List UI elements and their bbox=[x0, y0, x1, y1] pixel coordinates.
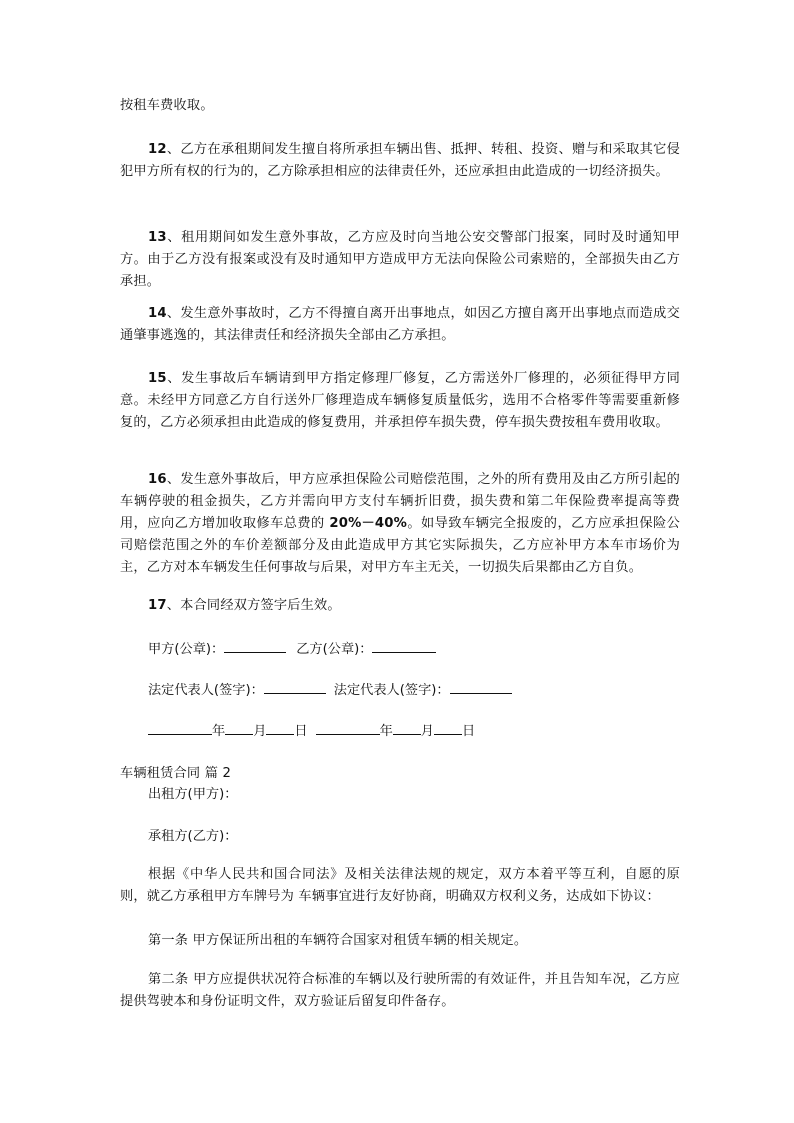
party-a-seal-label: 甲方(公章)： bbox=[148, 642, 225, 657]
clause-12 bbox=[120, 139, 680, 183]
month-label: 月 bbox=[420, 724, 434, 739]
clause-14 bbox=[120, 303, 680, 347]
section-heading: 车辆租赁合同 篇 2 bbox=[120, 766, 232, 781]
day-label: 日 bbox=[461, 724, 476, 739]
clause-number: 12 bbox=[148, 142, 167, 157]
clause-text: 。如导致车辆完全报废的，乙方应承担保险公司赔偿范围之外的车价差额部分及由此造成甲方其它实际损失，乙方应补甲方本车市场价为主，乙方对本车辆发生任何事故与后果，对甲方车主无关，一切损失后果都由乙方自负。 bbox=[120, 516, 681, 575]
month-label: 月 bbox=[253, 724, 267, 739]
year-blank bbox=[148, 720, 212, 735]
clause-text: 、发生意外事故后，甲方应承担保险公司赔偿范围，之外的所有费用及由乙方所引起的车辆停驶的租金损失，乙方并需向甲方支付车辆折旧费，损失费和第二年保险费率提高等费用，应向乙方增加收取修车总费的 bbox=[120, 472, 680, 531]
month-blank bbox=[225, 720, 253, 735]
seal-line bbox=[148, 638, 436, 661]
rep-a-blank bbox=[264, 679, 326, 694]
continuation-text: 按租车费收取。 bbox=[120, 98, 214, 113]
clause-number: 17 bbox=[148, 598, 167, 613]
year-label: 年 bbox=[379, 724, 393, 739]
clause-number: 16 bbox=[148, 472, 167, 487]
representative-line bbox=[148, 679, 512, 702]
day-blank bbox=[266, 720, 294, 735]
rep-b-label: 法定代表人(签字)： bbox=[333, 683, 450, 698]
year-label: 年 bbox=[212, 724, 226, 739]
percent-range: 20%－40% bbox=[329, 516, 408, 531]
clause-16 bbox=[120, 469, 680, 579]
clause-text: 、租用期间如发生意外事故，乙方应及时向当地公安交警部门报案，同时及时通知甲方。由于乙方没有报案或没有及时通知甲方造成甲方无法向保险公司索赔的，全部损失由乙方承担。 bbox=[120, 230, 680, 289]
day-label: 日 bbox=[294, 724, 308, 739]
intro-paragraph: 根据《中华人民共和国合同法》及相关法律法规的规定，双方本着平等互利，自愿的原则，就乙方承租甲方车牌号为 车辆事宜进行友好协商，明确双方权利义务，达成如下协议： bbox=[120, 867, 680, 904]
clause-text: 、乙方在承租期间发生擅自将所承担车辆出售、抵押、转租、投资、赠与和采取其它侵犯甲方所有权的行为的，乙方除承担相应的法律责任外，还应承担由此造成的一切经济损失。 bbox=[120, 142, 680, 179]
article-2: 第二条 甲方应提供状况符合标准的车辆以及行驶所需的有效证件，并且告知车况，乙方应提供驾驶本和身份证明文件，双方验证后留复印件备存。 bbox=[120, 972, 680, 1009]
party-a-seal-blank bbox=[224, 638, 286, 653]
year-blank bbox=[316, 720, 380, 735]
lessor-label: 出租方(甲方)： bbox=[148, 787, 238, 802]
clause-number: 13 bbox=[148, 230, 167, 245]
clause-15 bbox=[120, 368, 680, 434]
day-blank bbox=[434, 720, 462, 735]
lessee-label: 承租方(乙方)： bbox=[148, 829, 238, 844]
clause-number: 15 bbox=[148, 371, 167, 386]
month-blank bbox=[393, 720, 421, 735]
date-line bbox=[148, 720, 475, 743]
clause-text: 、发生事故后车辆请到甲方指定修理厂修复，乙方需送外厂修理的，必须征得甲方同意。未经甲方同意乙方自行送外厂修理造成车辆修复质量低劣，选用不合格零件等需要重新修复的，乙方必须承担由此造成的修复费用，并承担停车损失费，停车损失费按租车费用收取。 bbox=[120, 371, 680, 430]
clause-17 bbox=[120, 595, 680, 617]
party-b-seal-label: 乙方(公章)： bbox=[296, 642, 373, 657]
article-1: 第一条 甲方保证所出租的车辆符合国家对租赁车辆的相关规定。 bbox=[148, 933, 528, 948]
clause-text: 、发生意外事故时，乙方不得擅自离开出事地点，如因乙方擅自离开出事地点而造成交通肇事逃逸的，其法律责任和经济损失全部由乙方承担。 bbox=[120, 306, 680, 343]
rep-a-label: 法定代表人(签字)： bbox=[148, 683, 264, 698]
clause-text: 、本合同经双方签字后生效。 bbox=[166, 598, 341, 613]
rep-b-blank bbox=[450, 679, 512, 694]
party-b-seal-blank bbox=[372, 638, 436, 653]
clause-13 bbox=[120, 227, 680, 293]
clause-number: 14 bbox=[148, 306, 167, 321]
